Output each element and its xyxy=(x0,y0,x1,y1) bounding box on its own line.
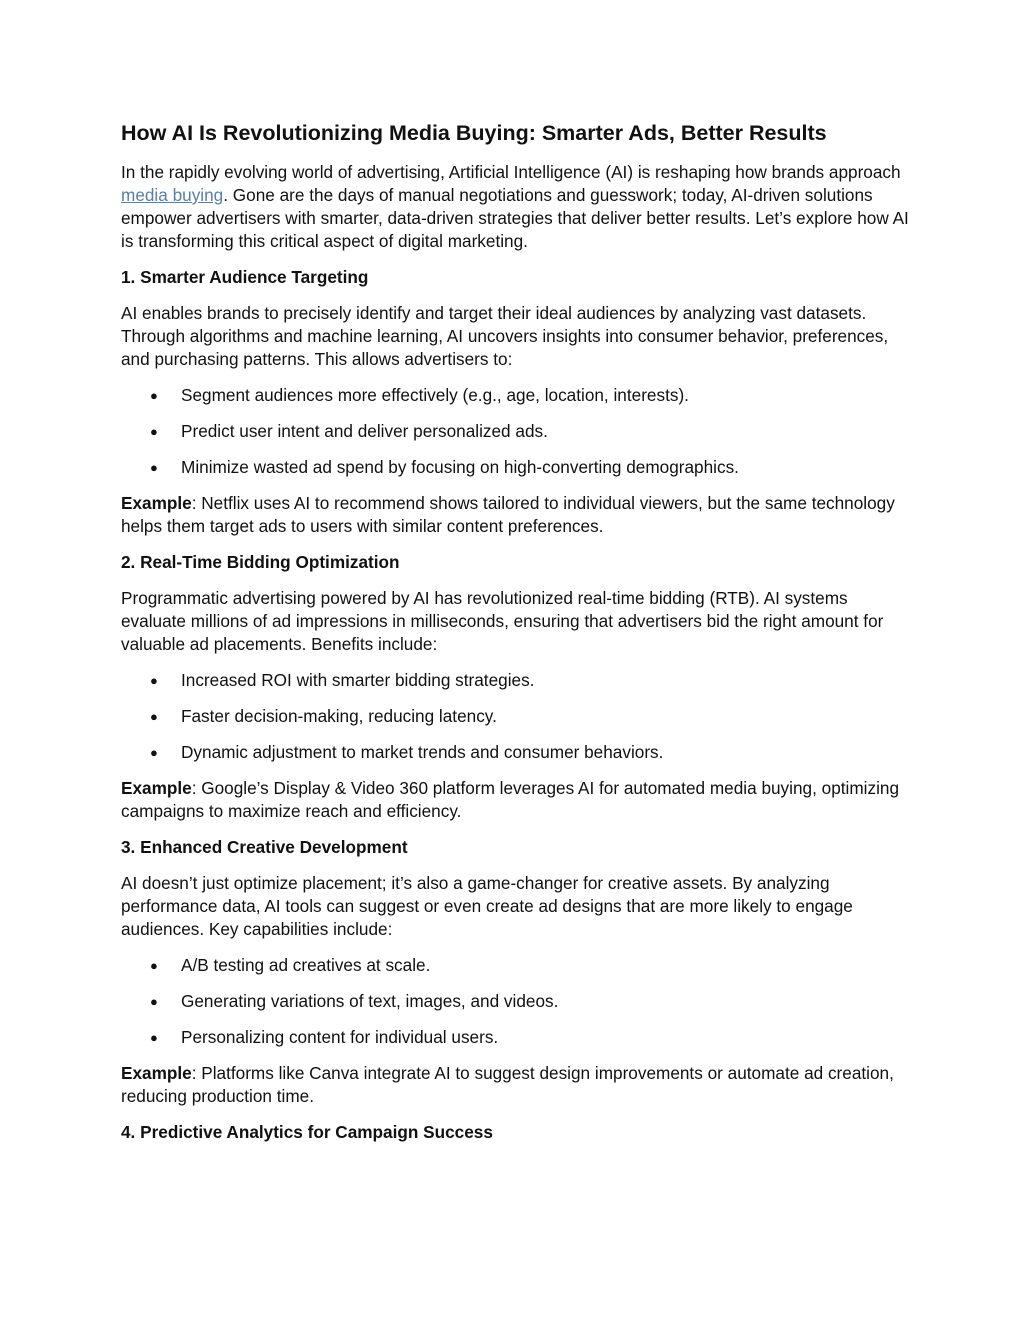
bullet-icon: ● xyxy=(150,673,158,688)
example-paragraph xyxy=(121,1062,911,1108)
page-title: How AI Is Revolutionizing Media Buying: Smarter Ads, Better Results xyxy=(121,121,827,145)
section-body: Programmatic advertising powered by AI has revolutionized real-time bidding (RTB). AI systems evaluate millions of ad impressions in milliseconds, ensuring that advertisers bid the right amount for valuable ad placements. Benefits include: xyxy=(121,588,884,654)
section-heading: 4. Predictive Analytics for Campaign Success xyxy=(121,1122,493,1142)
list-item xyxy=(121,456,911,479)
list-item-text: A/B testing ad creatives at scale. xyxy=(181,955,431,975)
bullet-icon: ● xyxy=(150,958,158,973)
bullet-icon: ● xyxy=(150,994,158,1009)
list-item xyxy=(121,954,911,977)
list-item-text: Generating variations of text, images, and videos. xyxy=(181,991,559,1011)
bullet-list xyxy=(121,384,911,479)
list-item xyxy=(121,990,911,1013)
list-item xyxy=(121,705,911,728)
media-buying-link[interactable]: media buying xyxy=(121,185,224,205)
document-page xyxy=(121,118,911,1157)
list-item-text: Predict user intent and deliver personalized ads. xyxy=(181,421,548,441)
list-item xyxy=(121,384,911,407)
example-paragraph xyxy=(121,777,911,823)
example-label: Example xyxy=(121,493,192,513)
bullet-icon: ● xyxy=(150,709,158,724)
example-label: Example xyxy=(121,1063,192,1083)
section-heading: 1. Smarter Audience Targeting xyxy=(121,267,369,287)
example-text: : Netflix uses AI to recommend shows tailored to individual viewers, but the same technology helps them target ads to users with similar content preferences. xyxy=(121,493,895,536)
bullet-icon: ● xyxy=(150,460,158,475)
list-item-text: Dynamic adjustment to market trends and consumer behaviors. xyxy=(181,742,664,762)
bullet-icon: ● xyxy=(150,745,158,760)
bullet-icon: ● xyxy=(150,388,158,403)
list-item-text: Personalizing content for individual users. xyxy=(181,1027,499,1047)
list-item xyxy=(121,741,911,764)
list-item-text: Faster decision-making, reducing latency. xyxy=(181,706,497,726)
bullet-list xyxy=(121,954,911,1049)
list-item-text: Minimize wasted ad spend by focusing on high-converting demographics. xyxy=(181,457,739,477)
bullet-icon: ● xyxy=(150,424,158,439)
section-heading: 3. Enhanced Creative Development xyxy=(121,837,408,857)
example-paragraph xyxy=(121,492,911,538)
intro-paragraph xyxy=(121,161,911,253)
list-item xyxy=(121,669,911,692)
list-item-text: Segment audiences more effectively (e.g., age, location, interests). xyxy=(181,385,689,405)
section-heading: 2. Real-Time Bidding Optimization xyxy=(121,552,400,572)
list-item-text: Increased ROI with smarter bidding strategies. xyxy=(181,670,535,690)
section-body: AI doesn’t just optimize placement; it’s also a game-changer for creative assets. By analyzing performance data, AI tools can suggest or even create ad designs that are more likely to engage audiences. Key capabilities include: xyxy=(121,873,853,939)
intro-text-after: . Gone are the days of manual negotiations and guesswork; today, AI-driven solutions empower advertisers with smarter, data-driven strategies that deliver better results. Let’s explore how AI is transforming this critical aspect of digital marketing. xyxy=(121,185,909,251)
example-text: : Platforms like Canva integrate AI to suggest design improvements or automate ad creation, reducing production time. xyxy=(121,1063,894,1106)
bullet-icon: ● xyxy=(150,1030,158,1045)
intro-text-before: In the rapidly evolving world of advertising, Artificial Intelligence (AI) is reshaping how brands approach xyxy=(121,162,901,182)
example-label: Example xyxy=(121,778,192,798)
bullet-list xyxy=(121,669,911,764)
example-text: : Google’s Display & Video 360 platform leverages AI for automated media buying, optimizing campaigns to maximize reach and efficiency. xyxy=(121,778,900,821)
list-item xyxy=(121,1026,911,1049)
section-body: AI enables brands to precisely identify and target their ideal audiences by analyzing vast datasets. Through algorithms and machine learning, AI uncovers insights into consumer behavior, preferences, and purchasing patterns. This allows advertisers to: xyxy=(121,303,889,369)
list-item xyxy=(121,420,911,443)
